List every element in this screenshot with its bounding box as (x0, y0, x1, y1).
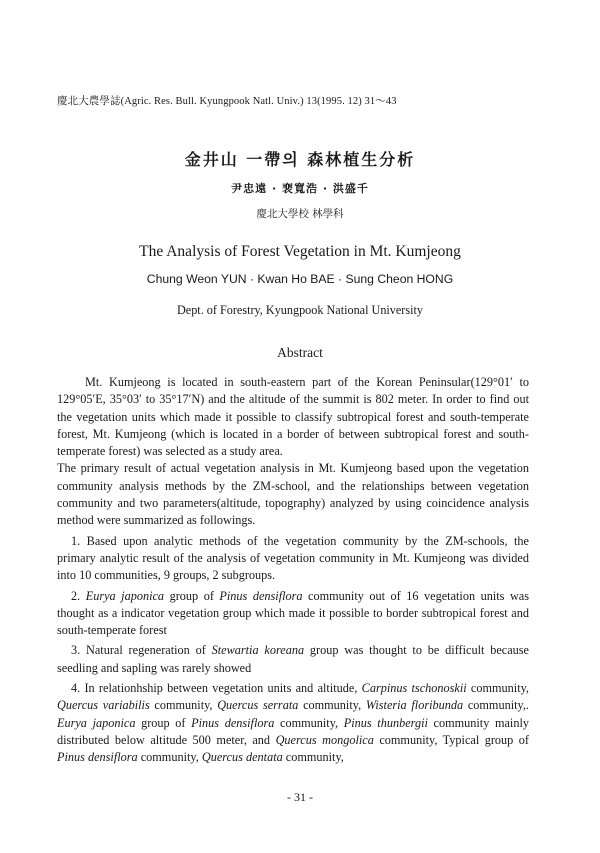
species-name: Eurya japonica (85, 588, 165, 603)
abstract-intro: Mt. Kumjeong is located in south-eastern part of the Korean Peninsular(129°01′ to 129°05′E, 35°03′ to 35°17′N) and the altitude of the summit is 802 meter. In order to find out the vegetation units which made it possible to classify subtropical forest and south-temperate forest, Mt. Kumjeong (which is located in a border of between subtropical forest and south-temperate forest) was selected as a study area. (57, 375, 529, 459)
species-name: Stewartia koreana (211, 643, 305, 658)
abstract-item-1: 1. Based upon analytic methods of the vegetation community by the ZM-schools, the primary analytic result of the analysis of vegetation community in Mt. Kumjeong was divided into 10 communities, 9 groups, 2 subgroups. (57, 533, 529, 583)
species-name: Eurya japonica (57, 715, 136, 730)
item-text: community, (149, 698, 218, 713)
abstract-item-3 (57, 642, 529, 677)
abstract-summary: The primary result of actual vegetation analysis in Mt. Kumjeong based upon the vegetation community analysis methods by the ZM-school, and the relationships between vegetation community and two parameters(altitude, topography) analyzed by using coincidence analysis method were summarized as followings. (57, 461, 529, 528)
abstract-heading: Abstract (277, 345, 323, 360)
item-text: 2. (71, 588, 86, 603)
item-text: community, (274, 715, 344, 730)
species-name: Quercus dentata (201, 750, 283, 765)
species-name: Quercus variabilis (57, 698, 150, 713)
english-title: The Analysis of Forest Vegetation in Mt. Kumjeong (139, 243, 461, 260)
item-text: community out of 16 vegetation units was thought as a indicator vegetation group which made it possible to border subtropical forest and south-temperate forest (57, 588, 529, 638)
item-text: community mainly distributed below altitude 500 meter, and (57, 715, 529, 747)
item-text: community, (282, 750, 344, 765)
item-text: group of (135, 715, 192, 730)
item-text: 4. In relationhship between vegetation units and altitude, (71, 681, 362, 696)
abstract-item-2 (57, 588, 529, 640)
item-text: community, (298, 698, 366, 713)
item-text: 3. Natural regeneration of (71, 643, 212, 658)
korean-authors: 尹忠遠 · 裵寬浩 · 洪盛千 (231, 182, 369, 195)
abstract-item-4 (57, 680, 529, 766)
species-name: Pinus thunbergii (343, 715, 428, 730)
species-name: Wisteria floribunda (365, 698, 464, 713)
item-text: community, (137, 750, 202, 765)
item-text: community, Typical group of (373, 732, 529, 747)
species-name: Carpinus tschonoskii (361, 681, 467, 696)
korean-title: 金井山 一帶의 森林植生分析 (184, 150, 416, 169)
item-text: group of (164, 588, 220, 603)
species-name: Pinus densiflora (57, 750, 138, 765)
species-name: Quercus mongolica (275, 732, 374, 747)
page-number: - 31 - (287, 790, 313, 804)
species-name: Pinus densiflora (191, 715, 275, 730)
english-authors: Chung Weon YUN · Kwan Ho BAE · Sung Cheon HONG (146, 272, 454, 286)
korean-affiliation: 慶北大學校 林學科 (256, 208, 344, 220)
english-affiliation: Dept. of Forestry, Kyungpook National University (177, 303, 423, 317)
running-head: 慶北大農學誌(Agric. Res. Bull. Kyungpook Natl. Univ.) 13(1995. 12) 31～43 (57, 96, 397, 107)
species-name: Pinus densiflora (219, 588, 303, 603)
abstract-body (57, 374, 529, 767)
item-text: group was thought to be difficult because seedling and sapling was rarely showed (57, 643, 529, 675)
species-name: Quercus serrata (217, 698, 299, 713)
item-text: community, (466, 681, 529, 696)
item-text: community,. (463, 698, 529, 713)
